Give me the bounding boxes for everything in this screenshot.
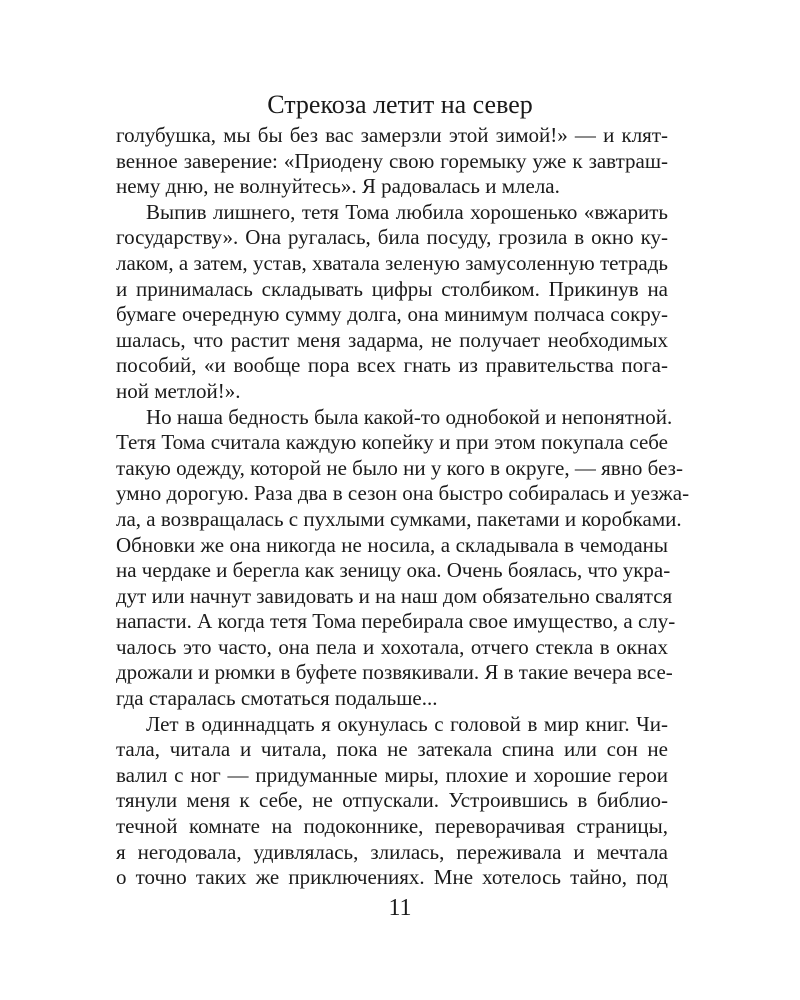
text-line: чалось это часто, она пела и хохотала, отчего стекла в окнах [116, 634, 668, 659]
body-text [116, 123, 690, 891]
page-number: 11 [388, 895, 412, 921]
text-line: Обновки же она никогда не носила, а складывала в чемоданы [116, 532, 668, 557]
text-line: бумаге очередную сумму долга, она минимум полчаса сокру- [116, 302, 668, 327]
text-line: течной комнате на подоконнике, переворачивая страницы, [116, 814, 668, 839]
text-line: гда старалась смотаться подальше... [116, 686, 438, 711]
text-line: пособий, «и вообще пора всех гнать из правительства пога- [116, 353, 668, 378]
text-line: государству». Она ругалась, била посуду, грозила в окно ку- [116, 225, 668, 250]
text-line: Лет в одиннадцать я окунулась с головой в мир книг. Чи- [146, 711, 668, 736]
text-line: такую одежду, которой не было ни у кого в округе, — явно без- [116, 455, 683, 480]
text-line: напасти. А когда тетя Тома перебирала свое имущество, а слу- [116, 609, 676, 634]
running-title: Стрекоза летит на север [267, 90, 533, 119]
text-line: я негодовала, удивлялась, злилась, переживала и мечтала [116, 839, 668, 864]
text-line: и принималась складывать цифры столбиком. Прикинув на [116, 276, 668, 301]
text-line: шалась, что растит меня задарма, не получает необходимых [116, 327, 668, 352]
text-line: ла, а возвращалась с пухлыми сумками, пакетами и коробками. [116, 506, 682, 531]
text-line: Тетя Тома считала каждую копейку и при этом покупала себе [116, 430, 668, 455]
text-line: тянули меня к себе, не отпускали. Устроившись в библио- [116, 788, 668, 813]
text-line: лаком, а затем, устав, хватала зеленую замусоленную тетрадь [116, 250, 668, 275]
text-line: Но наша бедность была какой-то однобокой и непонятной. [146, 404, 673, 429]
text-line: умно дорогую. Раза два в сезон она быстро собиралась и уезжа- [116, 481, 690, 506]
text-line: голубушка, мы бы без вас замерзли этой зимой!» — и клят- [116, 123, 668, 147]
text-line: валил с ног — придуманные миры, плохие и хорошие герои [116, 762, 668, 787]
text-line: на чердаке и берегла как зеницу ока. Очень боялась, что укра- [116, 558, 671, 583]
text-line: Выпив лишнего, тетя Тома любила хорошенько «вжарить [146, 199, 668, 224]
text-line: дрожали и рюмки в буфете позвякивали. Я в такие вечера все- [116, 660, 673, 685]
text-line: дут или начнут завидовать и на наш дом обязательно свалятся [116, 583, 673, 608]
text-line: тала, читала и читала, пока не затекала спина или сон не [116, 737, 668, 762]
text-line: о точно таких же приключениях. Мне хотелось тайно, под [116, 865, 668, 890]
text-line: ной метлой!». [116, 378, 241, 403]
text-line: нему дню, не волнуйтесь». Я радовалась и млела. [116, 174, 560, 199]
text-line: венное заверение: «Приодену свою горемыку уже к завтраш- [116, 148, 668, 173]
